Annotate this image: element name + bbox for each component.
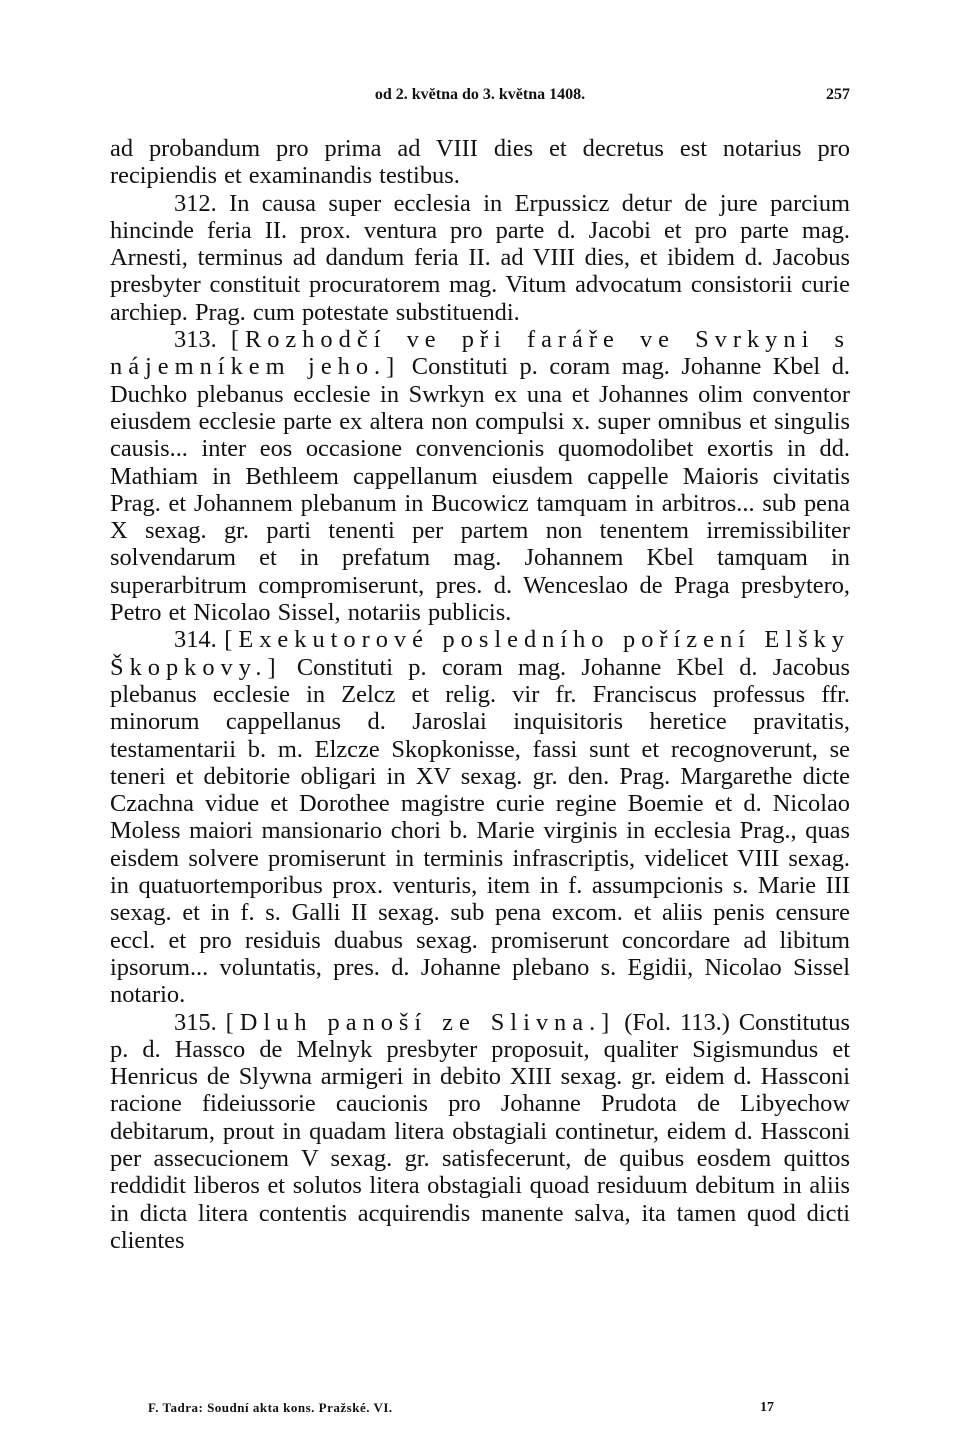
entry-314 (110, 626, 850, 1008)
entry-312: 312. In causa super ecclesia in Erpussicz detur de jure parcium hincinde feria II. prox. ventura pro parte d. Jacobi et pro parte mag. Arnesti, terminus ad dandum feria II. ad VIII dies, et ibidem d. Jacobus presbyter constituit procuratorem mag. Vitum advocatum consistorii curie archiep. Prag. cum potestate substituendi. (110, 189, 850, 326)
entry-number: 315. (174, 1008, 217, 1036)
entry-number: 314. (174, 626, 217, 654)
entry-heading: [Rozhodčí ve při faráře ve Svrkyni s nájemníkem jeho.] (110, 326, 850, 381)
sheet-signature: 17 (760, 1400, 774, 1415)
entry-text: Constitutus p. d. Hassco de Melnyk presbyter proposuit, qualiter Sigismundus et Henricus de Slywna armigeri in debito XIII sexag. gr. eidem d. Hassconi racione fideiussorie caucionis pro Johanne Prudota de Libyechow debitarum, prout in quadam litera obstagiali continetur, eidem d. Hassconi per assecucionem V sexag. gr. satisfecerunt, de quibus eosdem quittos reddidit liberos et solutos litera obstagiali quoad residuum debitum in aliis in dicta litera contentis acquirendis manente salva, ita tamen quod dicti clientes (110, 1008, 850, 1254)
entry-number: 313. (174, 326, 217, 354)
page-footer (148, 1400, 788, 1420)
page-body (110, 135, 850, 1254)
entry-heading: [Exekutorové posledního pořízení Elšky Škopkovy.] (110, 626, 850, 681)
entry-heading: [Dluh panoší ze Slivna.] (225, 1008, 616, 1036)
entry-313 (110, 326, 850, 626)
entry-text: Constituti p. coram mag. Johanne Kbel d. Duchko plebanus ecclesie in Swrkyn ex una et Johannes olim conventor eiusdem ecclesie parte ex altera non compulsi x. super omnibus et singulis causis... inter eos occasione convencionis quomodolibet exortis in dd. Mathiam in Bethleem cappellanum eiusdem cappelle Maioris civitatis Prag. et Johannem plebanum in Bucowicz tamquam in arbitros... sub pena X sexag. gr. parti tenenti per partem non tenentem irremissibiliter solvendarum et in prefatum mag. Johannem Kbel tamquam in superarbitrum compromiserunt, pres. d. Wenceslao de Praga presbytero, Petro et Nicolao Sissel, notariis publicis. (110, 353, 850, 627)
running-title: od 2. května do 3. května 1408. (374, 86, 586, 103)
paragraph-continuation: ad probandum pro prima ad VIII dies et decretus est notarius pro recipiendis et examinandis testibus. (110, 135, 850, 190)
page-header (110, 86, 850, 112)
folio-reference: (Fol. 113.) (624, 1008, 730, 1036)
entry-text: Constituti p. coram mag. Johanne Kbel d. Jacobus plebanus ecclesie in Zelcz et relig. vir fr. Franciscus professus ffr. minorum cappellanus d. Jaroslai inquisitoris heretice pravitatis, testamentarii b. m. Elzcze Skopkonisse, fassi sunt et recognoverunt, se teneri et debitorie obligari in XV sexag. gr. den. Prag. Margarethe dicte Czachna vidue et Dorothee magistre curie regine Boemie et d. Nicolao Moless maiori mansionario chori b. Marie virginis in ecclesia Prag., quas eisdem solvere promiserunt in terminis infrascriptis, videlicet VIII sexag. in quatuortemporibus prox. venturis, item in f. assumpcionis s. Marie III sexag. et in f. s. Galli II sexag. sub pena excom. et aliis penis censure eccl. et pro residuis duabus sexag. promiserunt concordare ad libitum ipsorum... voluntatis, pres. d. Johanne plebano s. Egidii, Nicolao Sissel notario. (110, 653, 850, 1009)
page-number: 257 (826, 86, 850, 103)
source-credit: F. Tadra: Soudní akta kons. Pražské. VI. (148, 1400, 393, 1415)
entry-315 (110, 1009, 850, 1255)
